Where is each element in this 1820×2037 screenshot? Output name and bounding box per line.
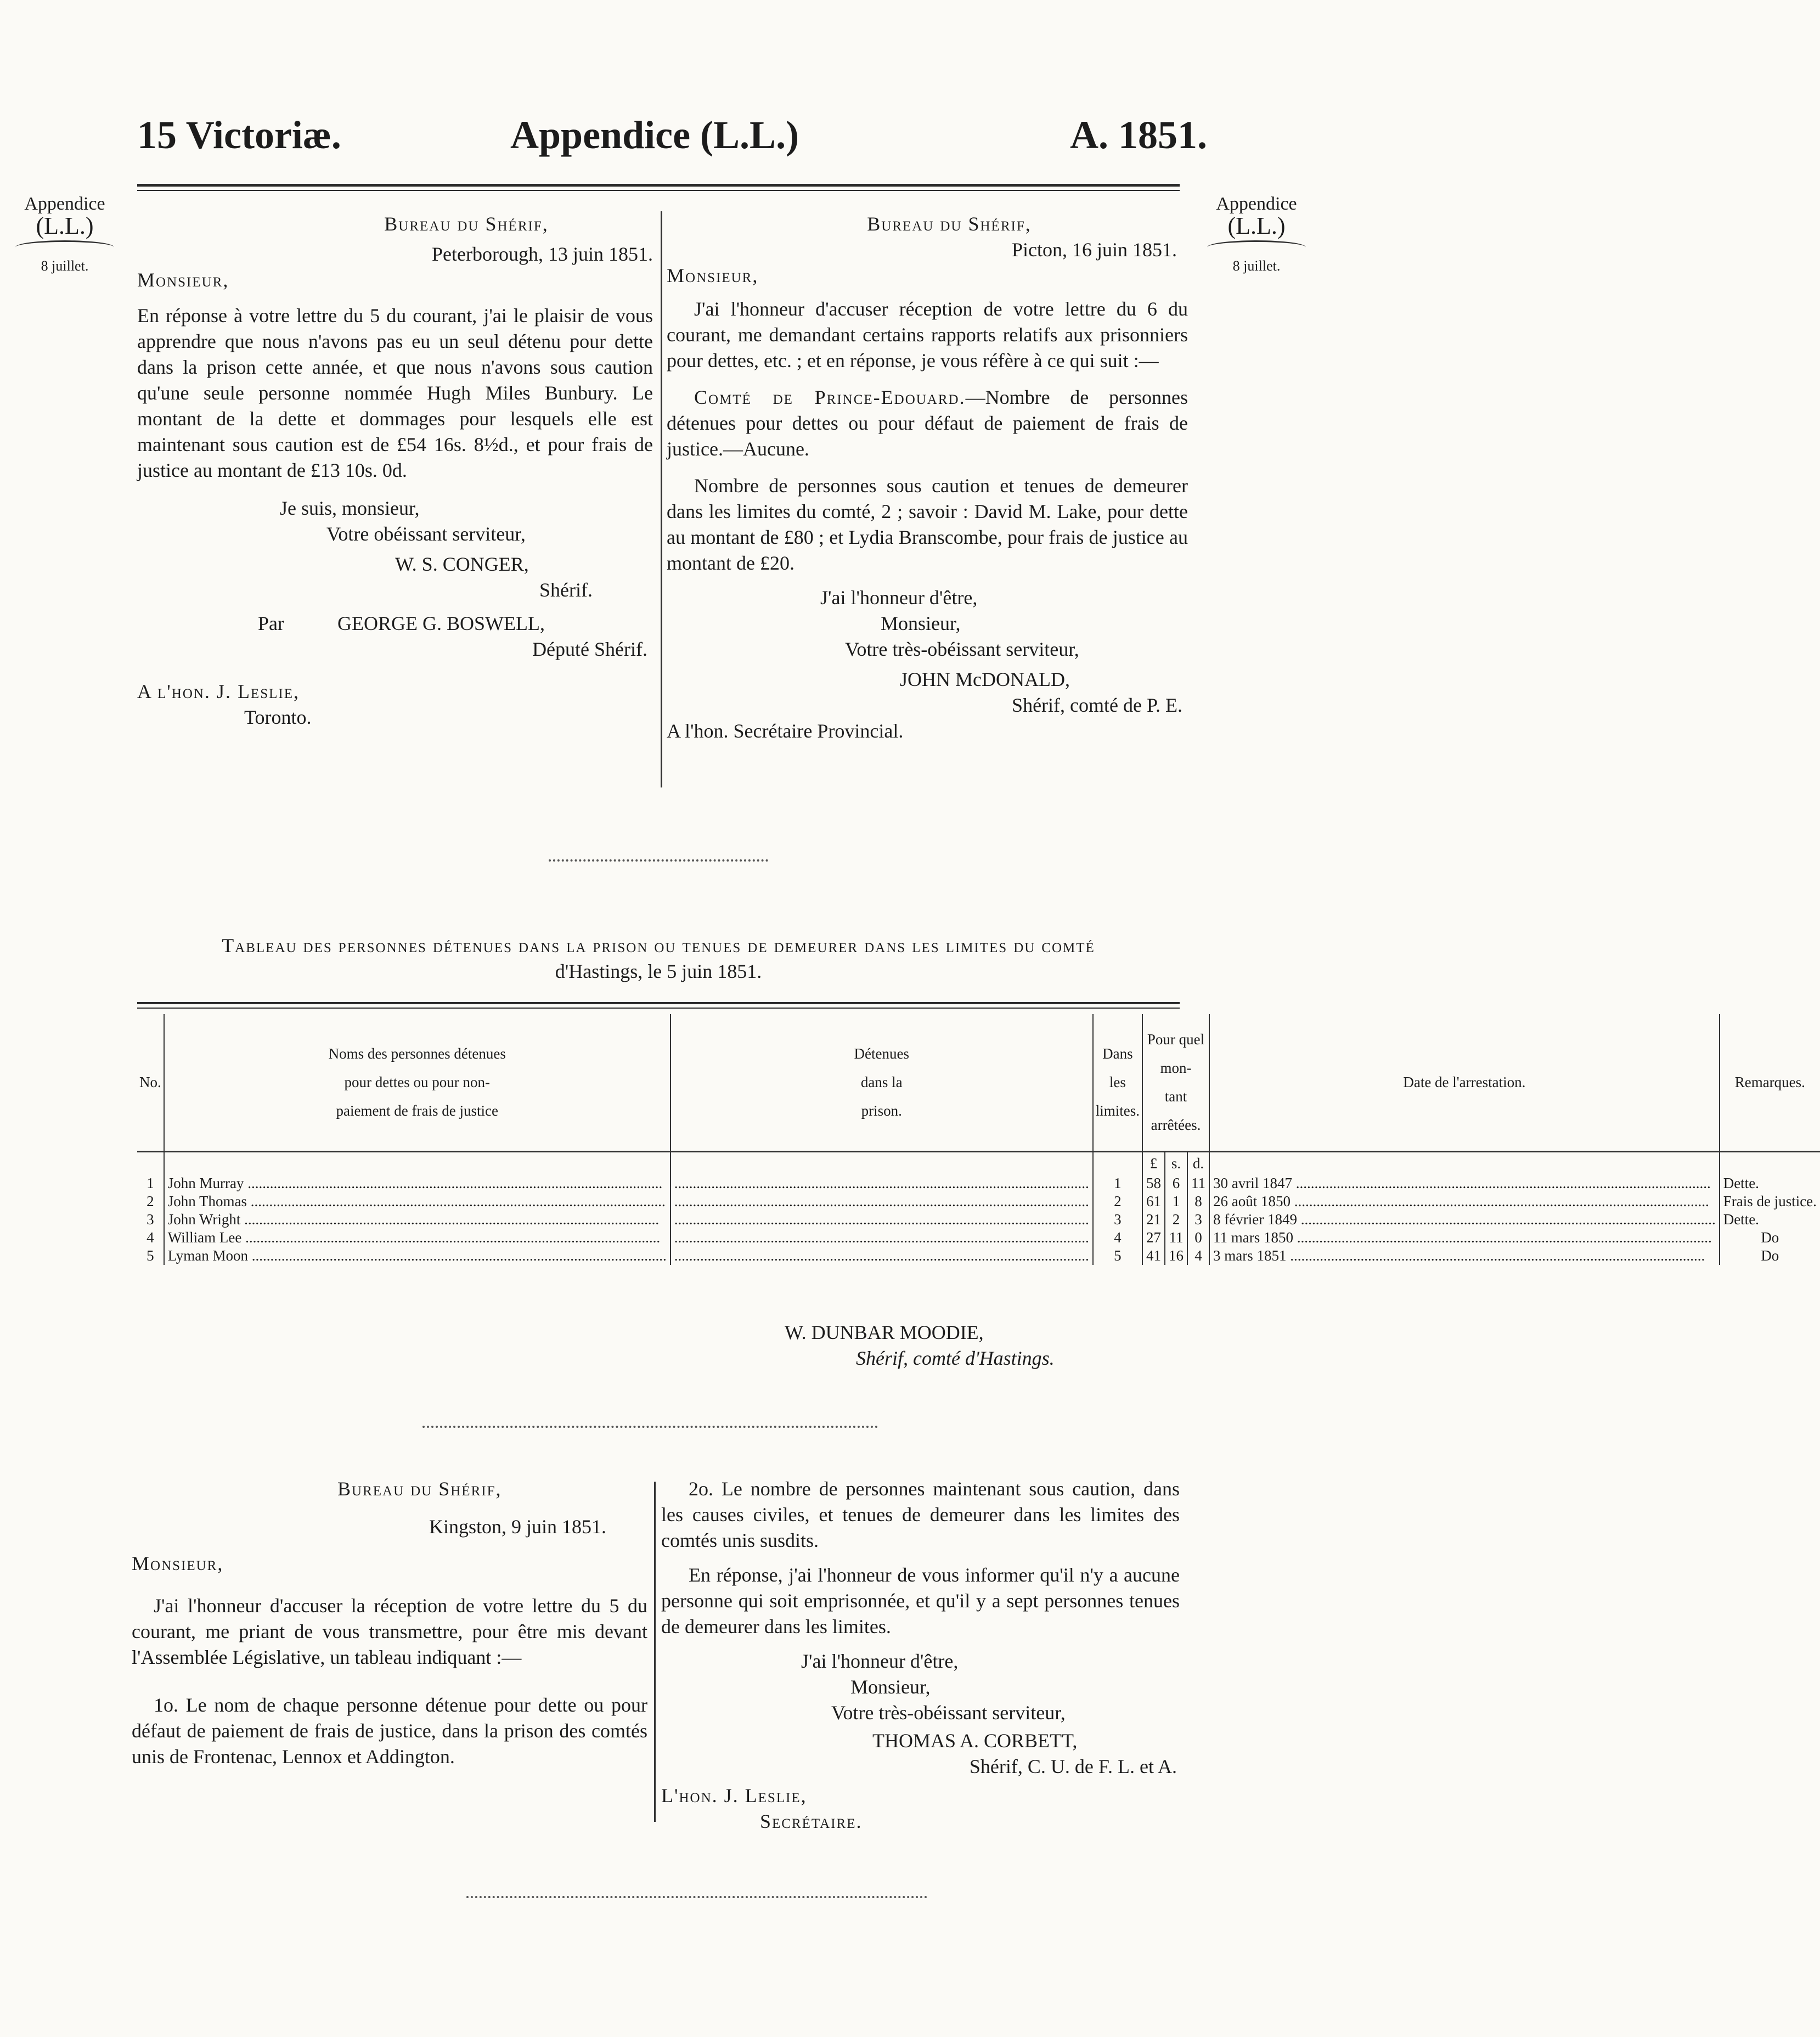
th-no: No. bbox=[137, 1014, 164, 1151]
letter2-closing2: Monsieur, bbox=[881, 612, 961, 634]
row-pence: 11 bbox=[1187, 1174, 1209, 1192]
header-right: A. 1851. bbox=[1070, 113, 1207, 157]
row-remark: Dette. bbox=[1723, 1211, 1759, 1228]
table-title-text: Tableau des personnes détenues dans la prison ou tenues de demeurer dans les limites du comté bbox=[222, 935, 1095, 956]
letter1-deputy-line bbox=[137, 611, 653, 637]
letter1-addressee: A l'hon. J. Leslie, bbox=[137, 680, 300, 702]
letter3-signer: THOMAS A. CORBETT, bbox=[872, 1730, 1078, 1752]
letter2-addressee: A l'hon. Secrétaire Provincial. bbox=[667, 720, 904, 742]
header-center: Appendice (L.L.) bbox=[510, 113, 799, 157]
margin-right-line1: Appendice bbox=[1216, 194, 1297, 214]
th-date: Date de l'arrestation. bbox=[1209, 1014, 1720, 1151]
letter3-addressee-title: Secrétaire. bbox=[760, 1810, 863, 1832]
row-detenues bbox=[670, 1247, 1093, 1265]
row-name: Lyman Moon ..... bbox=[164, 1247, 670, 1265]
table-title-line1 bbox=[137, 933, 1180, 959]
row-shillings: 2 bbox=[1165, 1211, 1187, 1229]
row-pounds: 21 bbox=[1142, 1211, 1165, 1229]
row-pounds: 58 bbox=[1142, 1174, 1165, 1192]
letter3-signer-title: Shérif, C. U. de F. L. et A. bbox=[969, 1755, 1177, 1777]
row-detenues bbox=[670, 1174, 1093, 1192]
letter-kingston bbox=[132, 1476, 647, 1770]
th-limites bbox=[1093, 1014, 1142, 1151]
letter2-signer-title: Shérif, comté de P. E. bbox=[1012, 694, 1182, 716]
letter1-closing1: Je suis, monsieur, bbox=[280, 497, 420, 519]
units-blank-1 bbox=[137, 1151, 164, 1174]
units-blank-6 bbox=[1720, 1151, 1820, 1174]
th-detenues bbox=[670, 1014, 1093, 1151]
letter3-bureau: Bureau du Shérif, bbox=[337, 1478, 502, 1500]
units-blank-5 bbox=[1209, 1151, 1720, 1174]
header-rule-thin bbox=[137, 190, 1180, 191]
letter2-bureau: Bureau du Shérif, bbox=[867, 213, 1032, 235]
margin-right-line2: (L.L.) bbox=[1227, 212, 1286, 239]
row-shillings: 16 bbox=[1165, 1247, 1187, 1265]
letter2-body3: Nombre de personnes sous caution et tenues de demeurer dans les limites du comté, 2 ; savoir : David M. Lake, pour dette au montant de £80 ; et Lydia Branscombe, pour frais de justice au montant de £20. bbox=[667, 475, 1188, 574]
row-detenues bbox=[670, 1192, 1093, 1211]
row-no: 1 bbox=[137, 1174, 164, 1192]
margin-right-date: 8 juillet. bbox=[1232, 258, 1281, 274]
header-rule bbox=[137, 184, 1180, 187]
row-date: 26 août 1850 ..... bbox=[1209, 1192, 1720, 1211]
row-name: William Lee ..... bbox=[164, 1229, 670, 1247]
letter2-closing3: Votre très-obéissant serviteur, bbox=[845, 638, 1079, 660]
row-limites: 4 bbox=[1093, 1229, 1142, 1247]
row-remark: Dette. bbox=[1723, 1174, 1759, 1191]
margin-left-date: 8 juillet. bbox=[41, 258, 89, 274]
row-shillings: 1 bbox=[1165, 1192, 1187, 1211]
row-shillings: 6 bbox=[1165, 1174, 1187, 1192]
row-pounds: 61 bbox=[1142, 1192, 1165, 1211]
letter1-signer-title: Shérif. bbox=[539, 579, 593, 601]
letter3-addressee: L'hon. J. Leslie, bbox=[661, 1785, 807, 1807]
table-row bbox=[137, 1247, 1820, 1265]
letter3-body2: 1o. Le nom de chaque personne détenue pour dette ou pour défaut de paiement de frais de justice, dans la prison des comtés unis de Frontenac, Lennox et Addington. bbox=[132, 1694, 647, 1768]
letter1-par: Par bbox=[258, 612, 284, 634]
th-names-l3: paiement de frais de justice bbox=[336, 1102, 498, 1119]
letter1-place-date: Peterborough, 13 juin 1851. bbox=[432, 243, 653, 265]
row-pounds: 41 bbox=[1142, 1247, 1165, 1265]
margin-left-line2: (L.L.) bbox=[36, 212, 94, 239]
margin-note-right bbox=[1202, 193, 1311, 277]
th-names-l2: pour dettes ou pour non- bbox=[344, 1074, 490, 1091]
th-montant-l1: Pour quel mon- bbox=[1147, 1031, 1205, 1077]
letter2-body2-wrap bbox=[667, 385, 1188, 462]
letter1-deputy: GEORGE G. BOSWELL, bbox=[337, 612, 545, 634]
th-detenues-l1: Détenues bbox=[854, 1045, 909, 1062]
units-blank-2 bbox=[164, 1151, 670, 1174]
table-rule-top bbox=[137, 1002, 1180, 1004]
th-montant-l2: tant arrêtées. bbox=[1151, 1088, 1201, 1134]
unit-pence: d. bbox=[1187, 1151, 1209, 1174]
table-units-row bbox=[137, 1151, 1820, 1174]
letter3-closing3: Votre très-obéissant serviteur, bbox=[831, 1702, 1066, 1724]
table-title bbox=[137, 933, 1180, 984]
table-row bbox=[137, 1192, 1820, 1211]
row-limites: 2 bbox=[1093, 1192, 1142, 1211]
units-blank-3 bbox=[670, 1151, 1093, 1174]
margin-left-brace bbox=[15, 240, 114, 254]
separator-3 bbox=[466, 1896, 927, 1898]
letter1-closing2: Votre obéissant serviteur, bbox=[326, 523, 526, 545]
row-no: 3 bbox=[137, 1211, 164, 1229]
unit-shillings: s. bbox=[1165, 1151, 1187, 1174]
table-signer-title: Shérif, comté d'Hastings. bbox=[856, 1347, 1055, 1369]
table-row bbox=[137, 1174, 1820, 1192]
letter3-salutation: Monsieur, bbox=[132, 1552, 224, 1574]
letter-peterborough bbox=[137, 211, 653, 730]
row-date: 3 mars 1851 ..... bbox=[1209, 1247, 1720, 1265]
row-pence: 3 bbox=[1187, 1211, 1209, 1229]
table-row bbox=[137, 1211, 1820, 1229]
letter2-signer: JOHN McDONALD, bbox=[900, 668, 1070, 690]
th-detenues-l3: prison. bbox=[861, 1102, 902, 1119]
row-remark: Do bbox=[1761, 1247, 1779, 1264]
margin-note-left bbox=[10, 193, 120, 277]
th-remarques: Remarques. bbox=[1734, 1074, 1805, 1091]
separator-1 bbox=[549, 859, 768, 862]
row-shillings: 11 bbox=[1165, 1229, 1187, 1247]
row-limites: 3 bbox=[1093, 1211, 1142, 1229]
hastings-table bbox=[137, 1014, 1820, 1265]
header-left: 15 Victoriæ. bbox=[137, 113, 341, 157]
letter3-body1: J'ai l'honneur d'accuser la réception de votre lettre du 5 du courant, me priant de vous transmettre, pour être mis devant l'Assemblée Législative, un tableau indiquant :— bbox=[132, 1595, 647, 1668]
letter2-body1: J'ai l'honneur d'accuser réception de votre lettre du 6 du courant, me demandant certains rapports relatifs aux prisonniers pour dettes, etc. ; et en réponse, je vous réfère à ce qui suit :— bbox=[667, 298, 1188, 372]
letter2-body2: —Nombre de personnes détenues pour dettes ou pour défaut de paiement de frais de justice.—Aucune. bbox=[667, 386, 1188, 460]
th-montant bbox=[1142, 1014, 1209, 1151]
table-rule-top-thin bbox=[137, 1008, 1180, 1009]
column-divider-top bbox=[661, 211, 662, 787]
margin-left-line1: Appendice bbox=[24, 194, 105, 214]
separator-2 bbox=[422, 1426, 878, 1428]
row-limites: 5 bbox=[1093, 1247, 1142, 1265]
table-header-row bbox=[137, 1014, 1820, 1151]
letter1-deputy-title: Député Shérif. bbox=[532, 638, 647, 660]
letter2-closing1: J'ai l'honneur d'être, bbox=[820, 587, 978, 609]
units-blank-4 bbox=[1093, 1151, 1142, 1174]
th-limites-l2: limites. bbox=[1095, 1102, 1140, 1119]
th-limites-l1: Dans les bbox=[1102, 1045, 1133, 1091]
row-date: 8 février 1849 ..... bbox=[1209, 1211, 1720, 1229]
row-pence: 8 bbox=[1187, 1192, 1209, 1211]
row-limites: 1 bbox=[1093, 1174, 1142, 1192]
letter2-salutation: Monsieur, bbox=[667, 265, 759, 286]
letter1-addressee-city: Toronto. bbox=[244, 706, 312, 728]
row-remark: Frais de justice. bbox=[1723, 1192, 1817, 1209]
letter3-closing2: Monsieur, bbox=[850, 1676, 931, 1698]
th-names bbox=[164, 1014, 670, 1151]
th-names-l1: Noms des personnes détenues bbox=[328, 1045, 506, 1062]
row-pence: 0 bbox=[1187, 1229, 1209, 1247]
row-no: 5 bbox=[137, 1247, 164, 1265]
row-date: 30 avril 1847 ..... bbox=[1209, 1174, 1720, 1192]
letter2-county-label: Comté de Prince-Edouard. bbox=[694, 386, 966, 408]
row-pounds: 27 bbox=[1142, 1229, 1165, 1247]
row-detenues bbox=[670, 1211, 1093, 1229]
letter1-signer: W. S. CONGER, bbox=[395, 553, 529, 575]
row-pence: 4 bbox=[1187, 1247, 1209, 1265]
letter3-place-date: Kingston, 9 juin 1851. bbox=[429, 1516, 606, 1538]
row-name: John Murray ..... bbox=[164, 1174, 670, 1192]
row-name: John Thomas ..... bbox=[164, 1192, 670, 1211]
row-no: 2 bbox=[137, 1192, 164, 1211]
letter-picton bbox=[667, 211, 1188, 744]
letter-kingston-continued bbox=[661, 1476, 1180, 1835]
row-no: 4 bbox=[137, 1229, 164, 1247]
letter3-body3: 2o. Le nombre de personnes maintenant sous caution, dans les causes civiles, et tenues de demeurer dans les limites des comtés unis susdits. bbox=[661, 1478, 1180, 1551]
table-row bbox=[137, 1229, 1820, 1247]
row-remark: Do bbox=[1761, 1229, 1779, 1246]
letter2-place-date: Picton, 16 juin 1851. bbox=[1011, 239, 1177, 261]
row-date: 11 mars 1850 ..... bbox=[1209, 1229, 1720, 1247]
row-detenues bbox=[670, 1229, 1093, 1247]
table-title-line2: d'Hastings, le 5 juin 1851. bbox=[555, 960, 762, 982]
column-divider-bottom bbox=[654, 1482, 656, 1822]
row-name: John Wright ..... bbox=[164, 1211, 670, 1229]
th-detenues-l2: dans la bbox=[860, 1074, 903, 1091]
margin-right-brace bbox=[1207, 240, 1306, 254]
letter3-body4: En réponse, j'ai l'honneur de vous informer qu'il n'y a aucune personne qui soit emprisonnée, et qu'il y a sept personnes tenues de demeurer dans les limites. bbox=[661, 1564, 1180, 1638]
table-signer: W. DUNBAR MOODIE, bbox=[785, 1321, 984, 1343]
letter1-body: En réponse à votre lettre du 5 du courant, j'ai le plaisir de vous apprendre que nous n'avons pas eu un seul détenu pour dette dans la prison cette année, et que nous n'avons sous caution qu'une seule personne nommée Hugh Miles Bunbury. Le montant de la dette et dommages pour lesquels elle est maintenant sous caution est de £54 16s. 8½d., et pour frais de justice au montant de £13 10s. 0d. bbox=[137, 305, 653, 481]
letter1-salutation: Monsieur, bbox=[137, 269, 229, 291]
letter1-bureau: Bureau du Shérif, bbox=[384, 213, 549, 235]
letter3-closing1: J'ai l'honneur d'être, bbox=[801, 1650, 959, 1672]
unit-pounds: £ bbox=[1142, 1151, 1165, 1174]
